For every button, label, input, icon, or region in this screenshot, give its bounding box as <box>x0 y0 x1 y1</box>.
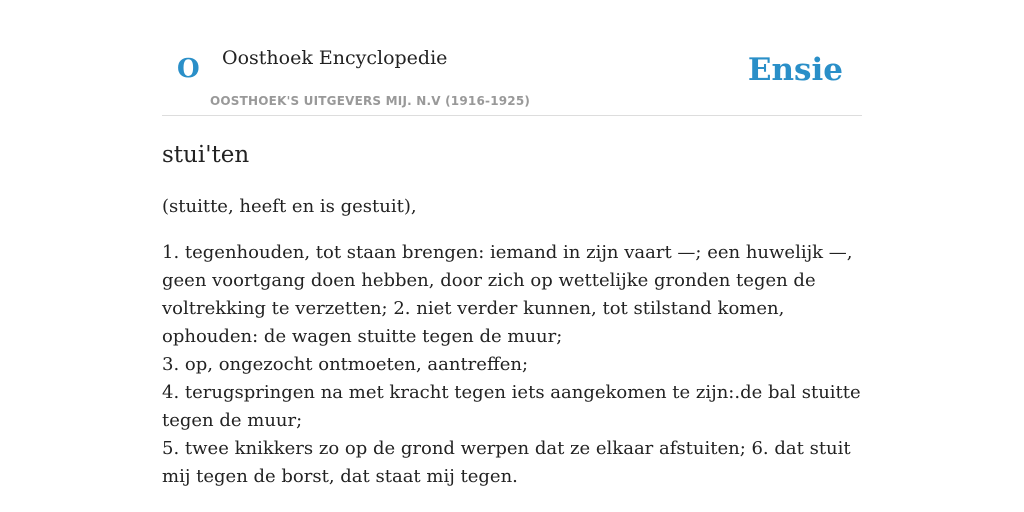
headword: stui'ten <box>162 142 250 168</box>
publisher-label: OOSTHOEK'S UITGEVERS MIJ. N.V (1916-1925) <box>210 94 531 108</box>
definition-text <box>162 239 862 491</box>
source-logo-icon[interactable]: O <box>177 54 200 84</box>
source-header <box>162 0 862 116</box>
ensie-brand-link[interactable]: Ensie <box>747 52 843 88</box>
definition-line: 1. tegenhouden, tot staan brengen: iemand in zijn vaart —; een huwelijk —, geen voortgang doen hebben, door zich op wettelijke gronden tegen de voltrekking te verzetten; 2. niet verder kunnen, tot stilstand komen, ophouden: de wagen stuitte tegen de muur; <box>162 242 853 347</box>
definition-line: 5. twee knikkers zo op de grond werpen dat ze elkaar afstuiten; 6. dat stuit mij tegen de borst, dat staat mij tegen. <box>162 438 851 487</box>
definition-line: 4. terugspringen na met kracht tegen iets aangekomen te zijn:.de bal stuitte tegen de muur; <box>162 382 861 431</box>
definition-line: 3. op, ongezocht ontmoeten, aantreffen; <box>162 354 529 375</box>
entry-card <box>162 0 862 512</box>
source-title[interactable]: Oosthoek Encyclopedie <box>222 47 448 69</box>
grammar-note: (stuitte, heeft en is gestuit), <box>162 196 417 217</box>
